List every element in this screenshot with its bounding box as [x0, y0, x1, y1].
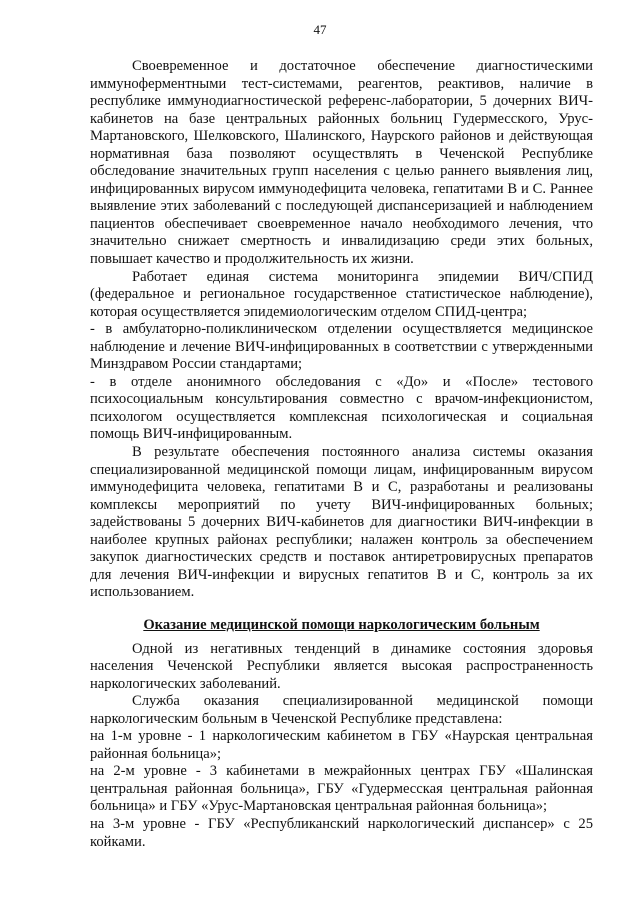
section-narcology [90, 641, 593, 852]
paragraph-monitoring-system: Работает единая система мониторинга эпидемии ВИЧ/СПИД (федеральное и региональное государственное статистическое наблюдение), которая осуществляется эпидемиологическим отделом СПИД-центра; [90, 268, 593, 320]
page-number: 47 [313, 22, 327, 37]
list-item-level-3: на 3-м уровне - ГБУ «Республиканский наркологический диспансер» с 25 койками. [90, 815, 593, 850]
paragraph-negative-trends: Одной из негативных тенденций в динамике состояния здоровья населения Чеченской Республики является высокая распространенность наркологических заболеваний. [90, 640, 593, 692]
list-item-level-2: на 2-м уровне - 3 кабинетами в межрайонных центрах ГБУ «Шалинская центральная районная больница», ГБУ «Гудермесская центральная районная больница» и ГБУ «Урус-Мартановская центральная районная больница»; [90, 763, 593, 815]
paragraph-results: В результате обеспечения постоянного анализа системы оказания специализированной медицинской помощи лицам, инфицированным вирусом иммунодефицита человека, гепатитами В и С, разработаны и реализованы комплексы мероприятий по учету ВИЧ-инфицированных больных; задействованы 5 дочерних ВИЧ-кабинетов для диагностики ВИЧ-инфекции в наиболее крупных районах республики; налажен контроль за обеспечением закупок диагностических средств и поставок антиретровирусных препаратов для лечения ВИЧ-инфекции и вирусных гепатитов В и С, контроль за их использованием. [90, 444, 593, 601]
list-item-anonymous-testing: - в отделе анонимного обследования с «До» и «После» тестового психосоциальным консультирования совместно с врачом-инфекционистом, психологом осуществляется комплексная психологическая и социальная помощь ВИЧ-инфицированным. [90, 373, 593, 443]
section-hiv-monitoring [90, 58, 593, 602]
paragraph-diagnostics: Своевременное и достаточное обеспечение диагностическими иммуноферментными тест-системами, реагентов, реактивов, наличие в республике иммунодиагностической референс-лаборатории, 5 дочерних ВИЧ-кабинетов на базе центральных районных больниц Гудермесского, Урус-Мартановского, Шелковского, Шалинского, Наурского районов и действующая нормативная база позволяют осуществлять в Чеченской Республике обследование значительных групп населения с целью раннего выявления лиц, инфицированных вирусом иммунодефицита человека, гепатитами В и С. Раннее выявление этих заболеваний с последующей диспансеризацией и наблюдением пациентов обеспечивает своевременное начало необходимого лечения, что значительно снижает смертность и инвалидизацию среди этих больных, повышает качество и продолжительность их жизни. [90, 58, 593, 268]
list-item-outpatient: - в амбулаторно-поликлиническом отделении осуществляется медицинское наблюдение и лечение ВИЧ-инфицированных в соответствии с утвержденными Минздравом России стандартами; [90, 321, 593, 373]
section-heading-narcology: Оказание медицинской помощи наркологическим больным [143, 616, 540, 633]
paragraph-service-structure: Служба оказания специализированной медицинской помощи наркологическим больным в Чеченской Республике представлена: [90, 693, 593, 727]
list-item-level-1: на 1-м уровне - 1 наркологическим кабинетом в ГБУ «Наурская центральная районная больница»; [90, 728, 593, 762]
page-content [90, 58, 593, 851]
